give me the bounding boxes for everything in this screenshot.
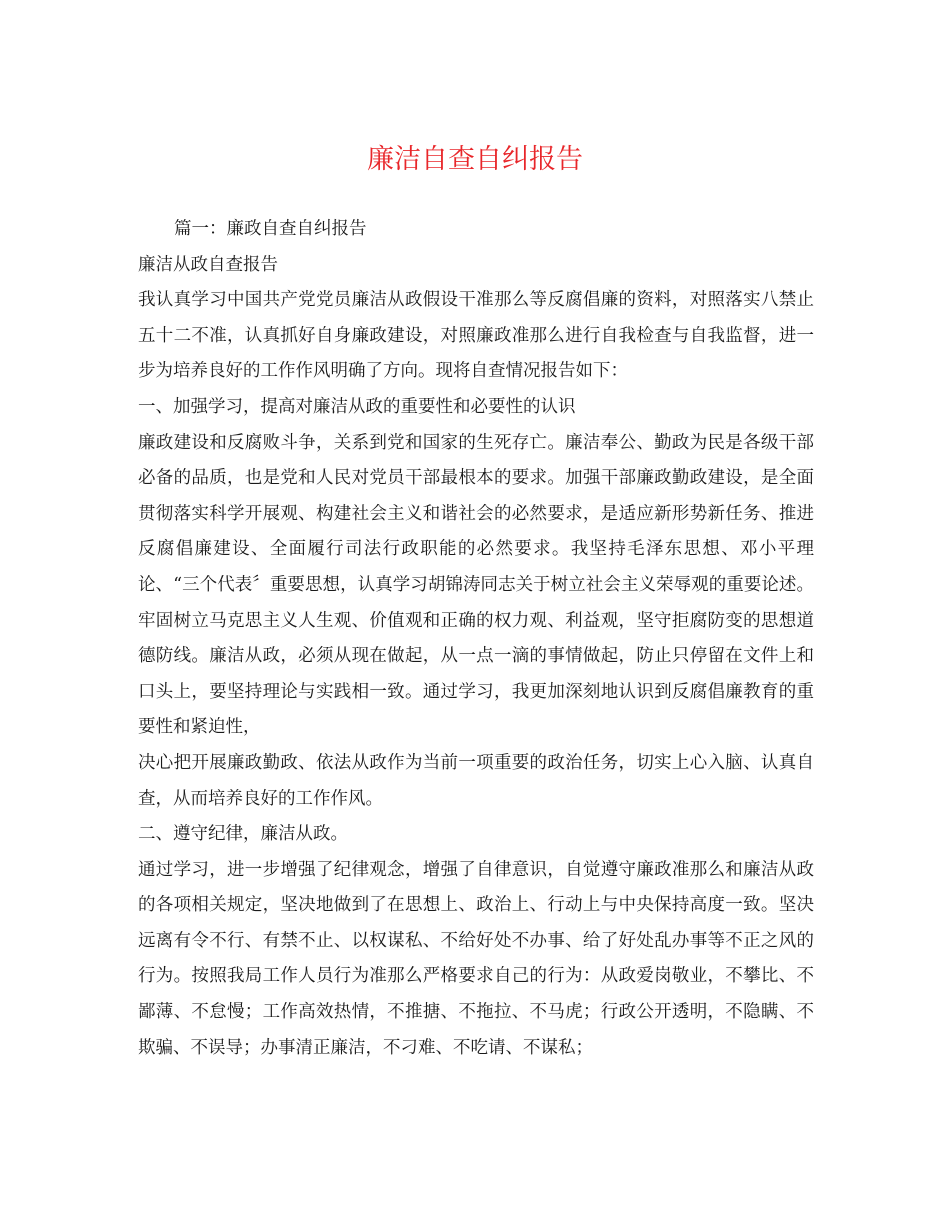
section-heading-two: 二、遵守纪律，廉洁从政。 — [138, 824, 348, 845]
document-body — [138, 212, 814, 1066]
body-paragraph: 决心把开展廉政勤政、依法从政作为当前一项重要的政治任务，切实上心入脑、认真自查，从而培养良好的工作作风。 — [138, 752, 814, 809]
report-subtitle: 廉洁从政自查报告 — [138, 254, 278, 275]
body-paragraph: 廉政建设和反腐败斗争，关系到党和国家的生死存亡。廉洁奉公、勤政为民是各级干部必备的品质，也是党和人民对党员干部最根本的要求。加强干部廉政勤政建设，是全面贯彻落实科学开展观、构建社会主义和谐社会的必然要求，是适应新形势新任务、推进反腐倡廉建设、全面履行司法行政职能的必然要求。我坚持毛泽东思想、邓小平理论、“三个代表〞重要思想，认真学习胡锦涛同志关于树立社会主义荣辱观的重要论述。牢固树立马克思主义人生观、价值观和正确的权力观、利益观，坚守拒腐防变的思想道德防线。廉洁从政，必须从现在做起，从一点一滴的事情做起，防止只停留在文件上和口头上，要坚持理论与实践相一致。通过学习，我更加深刻地认识到反腐倡廉教育的重要性和紧迫性， — [138, 432, 814, 738]
body-paragraph: 通过学习，进一步增强了纪律观念，增强了自律意识，自觉遵守廉政准那么和廉洁从政的各项相关规定，坚决地做到了在思想上、政治上、行动上与中央保持高度一致。坚决远离有令不行、有禁不止、以权谋私、不给好处不办事、给了好处乱办事等不正之风的行为。按照我局工作人员行为准那么严格要求自己的行为：从政爱岗敬业，不攀比、不鄙薄、不怠慢；工作高效热情，不推搪、不拖拉、不马虎；行政公开透明，不隐瞒、不欺骗、不误导；办事清正廉洁，不刁难、不吃请、不谋私； — [138, 859, 814, 1058]
section-heading-part-one: 篇一：廉政自查自纠报告 — [174, 219, 367, 239]
document-title: 廉洁自查自纠报告 — [367, 144, 583, 175]
section-heading-one: 一、加强学习，提高对廉洁从政的重要性和必要性的认识 — [138, 396, 576, 417]
intro-paragraph: 我认真学习中国共产党党员廉洁从政假设干准那么等反腐倡廉的资料，对照落实八禁止五十二不准，认真抓好自身廉政建设，对照廉政准那么进行自我检查与自我监督，进一步为培养良好的工作作风明确了方向。现将自查情况报告如下： — [138, 290, 814, 382]
